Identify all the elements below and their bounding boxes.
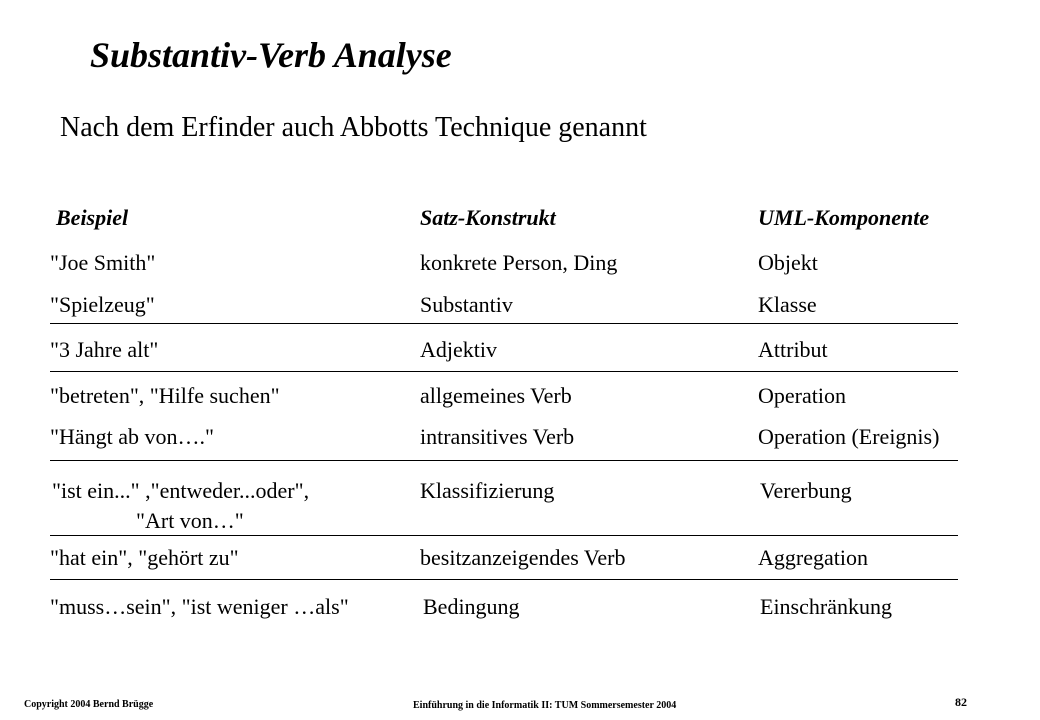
row-construct: besitzanzeigendes Verb <box>420 545 626 570</box>
row-construct: Bedingung <box>423 594 520 619</box>
slide-subtitle: Nach dem Erfinder auch Abbotts Technique genannt <box>60 112 647 143</box>
footer-course: Einführung in die Informatik II: TUM Sommersemester 2004 <box>413 700 677 711</box>
row-component: Vererbung <box>760 478 852 503</box>
row-component: Objekt <box>758 250 818 275</box>
row-divider <box>50 579 958 580</box>
row-example: "3 Jahre alt" <box>50 337 159 362</box>
row-example: "hat ein", "gehört zu" <box>50 545 239 570</box>
row-divider <box>50 371 958 372</box>
row-example-continued: "Art von…" <box>136 508 244 533</box>
row-construct: Adjektiv <box>420 337 497 362</box>
row-construct: intransitives Verb <box>420 424 575 449</box>
row-component: Klasse <box>758 292 817 317</box>
page-number: 82 <box>955 695 967 709</box>
row-divider <box>50 535 958 536</box>
column-header-construct: Satz-Konstrukt <box>420 205 556 230</box>
footer-copyright: Copyright 2004 Bernd Brügge <box>24 699 154 710</box>
row-example: "muss…sein", "ist weniger …als" <box>50 594 349 619</box>
row-example: "betreten", "Hilfe suchen" <box>50 383 280 408</box>
row-divider <box>50 460 958 461</box>
row-construct: Substantiv <box>420 292 513 317</box>
row-example: "ist ein..." ,"entweder...oder", <box>52 478 310 503</box>
row-component: Aggregation <box>758 545 868 570</box>
row-divider <box>50 323 958 324</box>
row-construct: Klassifizierung <box>420 478 555 503</box>
row-example: "Spielzeug" <box>50 292 155 317</box>
row-construct: konkrete Person, Ding <box>420 250 618 275</box>
row-component: Einschränkung <box>760 594 892 619</box>
slide-title: Substantiv-Verb Analyse <box>90 35 452 75</box>
row-construct: allgemeines Verb <box>420 383 572 408</box>
column-header-example: Beispiel <box>56 205 129 230</box>
row-component: Operation <box>758 383 846 408</box>
column-header-component: UML-Komponente <box>758 205 930 230</box>
row-example: "Joe Smith" <box>50 250 156 275</box>
row-example: "Hängt ab von…." <box>50 424 214 449</box>
row-component: Attribut <box>758 337 828 362</box>
row-component: Operation (Ereignis) <box>758 424 940 449</box>
